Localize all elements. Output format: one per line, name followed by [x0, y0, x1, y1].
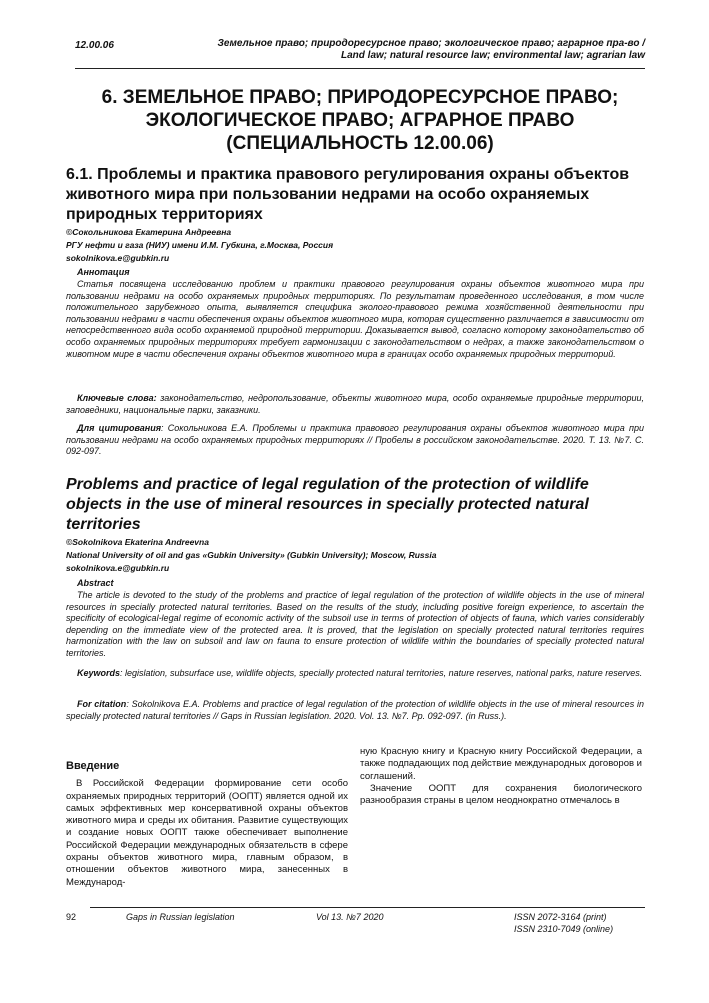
- article-title-ru: 6.1. Проблемы и практика правового регулирования охраны объектов животного мира при пользовании недрами на особо охраняемых природных территориях: [66, 166, 630, 223]
- abstract-en: The article is devoted to the study of the problems and practice of legal regulation of the protection of wildlife objects in the use of mineral resources in specially protected natural territories. Based on the results of the study, including positive foreign experience, to ascertain the specificity of ecological-legal regime of economic activity of the subsoil use in terms of protection of objects of fauna, which varies considerably depending on the immediate view of the protected area. It is proved, that the legislation on specially protected natural territories requires harmonization with the law on subsoil and law on fauna to ensure protection of wildlife within the boundaries of specially protected natural territories.: [66, 590, 644, 658]
- citation-en: [66, 699, 644, 722]
- citation-text-en: : Sokolnikova E.A. Problems and practice of legal regulation of the protection of wildlife objects in the use of mineral resources in specially protected natural territories // Gaps in Russian legislation. 2020. Vol. 13. №7. Pp. 092-097. (in Russ.).: [66, 699, 644, 721]
- citation-ru: [66, 423, 644, 458]
- citation-text-ru: : Сокольникова Е.А. Проблемы и практика правового регулирования охраны объектов животного мира при пользовании недрами на особо охраняемых природных территориях // Пробелы в российском законодательстве. 2020. Т. 13. №7. С. 092-097.: [66, 423, 644, 457]
- body-paragraph: В Российской Федерации формирование сети особо охраняемых природных территорий (ООПТ) является одной их самых эффективных мер консервативной охраны объектов животного мира и среды их обитания. Развитие существующих и создание новых ООПТ также обеспечивает выполнение Российской Федерации международных обязательств в сфере охраны объектов животного мира, главным образом, в отношении объектов животного мира, занесенных в Международ-: [66, 778, 348, 888]
- keywords-text-en: : legislation, subsurface use, wildlife objects, specially protected natural territories, nature reserves, national parks, nature reserves.: [120, 668, 643, 678]
- body-column-left: [66, 760, 348, 889]
- issn-online: ISSN 2310-7049 (online): [514, 924, 614, 934]
- journal-volume: Vol 13. №7 2020: [316, 912, 384, 922]
- keywords-label-en: Keywords: [77, 668, 121, 678]
- keywords-text-ru: законодательство, недропользование, объекты животного мира, особо охраняемые природные территории, заповедники, национальные парки, заказники.: [66, 393, 644, 415]
- page-number: 92: [66, 912, 77, 922]
- author-en: ©Sokolnikova Ekaterina Andreevna: [66, 537, 209, 547]
- issn-print: ISSN 2072-3164 (print): [514, 912, 607, 922]
- author-ru: ©Сокольникова Екатерина Андреевна: [66, 227, 232, 237]
- abstract-ru: Статья посвящена исследованию проблем и практики правового регулирования охраны объектов животного мира при пользовании недрами на особо охраняемых природных территориях. По результатам проведенного исследования, в том числе положительного зарубежного опыта, выявляется специфика эколого-правового режима хозяйственной деятельности при пользовании недрами в части обеспечения охраны объектов животного мира, которая существенно различается в зависимости от непосредственного вида особо охраняемой природной территории. Доказывается вывод, согласно которому законодательство об особо охраняемых природных территориях требует гармонизации с законодательством о недрах, а также законодательством о животном мире в части обеспечения охраны объектов животного мира в границах особо охраняемых природных территорий.: [66, 279, 644, 359]
- keywords-ru: [66, 393, 644, 416]
- citation-label-en: For citation: [77, 699, 127, 709]
- running-header: [75, 38, 645, 66]
- keywords-label-ru: Ключевые слова:: [77, 393, 157, 403]
- abstract-label-ru: Аннотация: [77, 267, 130, 277]
- chapter-title: 6. ЗЕМЕЛЬНОЕ ПРАВО; ПРИРОДОРЕСУРСНОЕ ПРАВО; ЭКОЛОГИЧЕСКОЕ ПРАВО; АГРАРНОЕ ПРАВО (СПЕЦИАЛЬНОСТЬ 12.00.06): [101, 87, 619, 154]
- email-en: sokolnikova.e@gubkin.ru: [66, 563, 170, 573]
- footer-rule: [90, 907, 645, 908]
- affiliation-en: National University of oil and gas «Gubkin University» (Gubkin University); Moscow, Russia: [66, 550, 437, 560]
- specialty-code: 12.00.06: [75, 40, 114, 51]
- intro-heading: Введение: [66, 760, 120, 772]
- running-header-title: Земельное право; природоресурсное право; экологическое право; аграрное пра-во / Land law; natural resource law; environmental law; agrarian law: [217, 38, 645, 61]
- body-paragraph: ную Красную книгу и Красную книгу Российской Федерации, а также подпадающих под действие международных договоров и соглашений.: [360, 746, 642, 782]
- body-column-right: [360, 746, 642, 807]
- affiliation-ru: РГУ нефти и газа (НИУ) имени И.М. Губкина, г.Москва, Россия: [66, 240, 334, 250]
- article-title-en: Problems and practice of legal regulation of the protection of wildlife objects in the use of mineral resources in specially protected natural territories: [66, 476, 589, 533]
- body-paragraph: Значение ООПТ для сохранения биологического разнообразия страны в целом неоднократно отмечалось в: [360, 782, 642, 807]
- journal-name: Gaps in Russian legislation: [126, 912, 235, 922]
- citation-label-ru: Для цитирования: [77, 423, 162, 433]
- abstract-label-en: Abstract: [77, 578, 114, 588]
- header-rule: [75, 68, 645, 69]
- keywords-en: [66, 668, 644, 680]
- email-ru: sokolnikova.e@gubkin.ru: [66, 253, 170, 263]
